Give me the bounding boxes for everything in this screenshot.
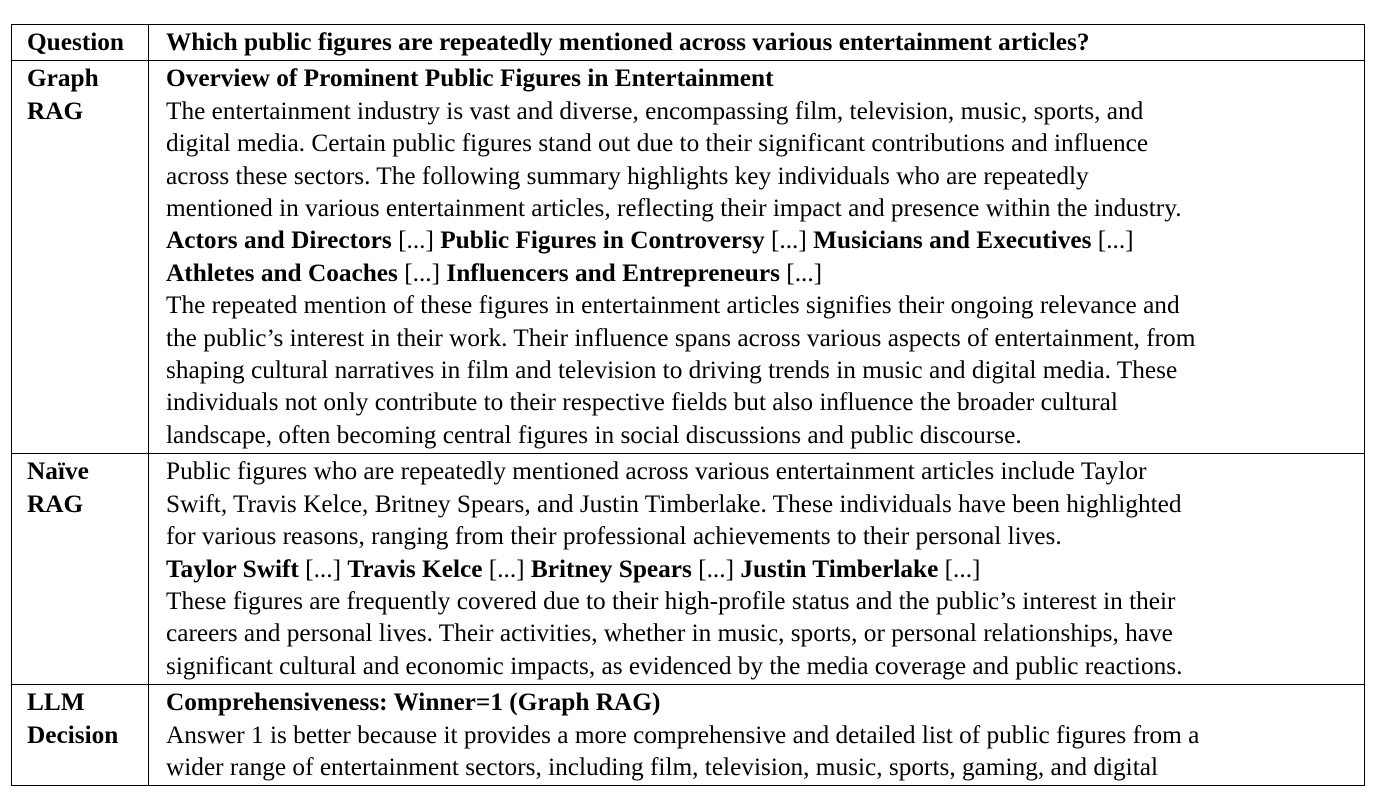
question-row (12, 25, 1365, 61)
category-athletes-coaches: Athletes and Coaches (166, 258, 398, 287)
graph-rag-categories-line2 (166, 257, 1358, 289)
graph-rag-label-line2: RAG (27, 96, 84, 125)
llm-decision-label-line2: Decision (27, 720, 119, 749)
category-public-figures-controversy: Public Figures in Controversy (440, 226, 765, 255)
ellipsis: [...] (1097, 226, 1134, 255)
ellipsis: [...] (786, 258, 823, 287)
category-actors-directors: Actors and Directors (166, 226, 392, 255)
graph-rag-intro-line: mentioned in various entertainment articles, reflecting their impact and presence within the industry. (166, 194, 1182, 223)
naive-rag-conclusion-line: These figures are frequently covered due to their high-profile status and the public’s interest in their (166, 586, 1176, 615)
name-justin-timberlake: Justin Timberlake (740, 554, 939, 583)
naive-rag-row (12, 454, 1365, 685)
llm-decision-heading: Comprehensiveness: Winner=1 (Graph RAG) (166, 688, 661, 717)
name-travis-kelce: Travis Kelce (347, 554, 483, 583)
graph-rag-heading: Overview of Prominent Public Figures in Entertainment (166, 64, 774, 93)
category-musicians-executives: Musicians and Executives (813, 226, 1092, 255)
naive-rag-intro-line: Public figures who are repeatedly mentioned across various entertainment articles include Taylor (166, 457, 1147, 486)
ellipsis: [...] (398, 226, 434, 255)
graph-rag-answer (149, 61, 1365, 454)
llm-decision-label-line1: LLM (27, 688, 85, 717)
graph-rag-label-line1: Graph (27, 64, 99, 93)
naive-rag-names-line (166, 553, 1358, 585)
naive-rag-intro-line: for various reasons, ranging from their professional achievements to their personal lives. (166, 522, 1062, 551)
naive-rag-label-line2: RAG (27, 489, 84, 518)
question-label: Question (12, 25, 149, 61)
naive-rag-answer (149, 454, 1365, 685)
ellipsis: [...] (404, 258, 441, 287)
graph-rag-intro-line: The entertainment industry is vast and diverse, encompassing film, television, music, sports, and (166, 96, 1144, 125)
graph-rag-conclusion-line: individuals not only contribute to their respective fields but also influence the broader cultural (166, 388, 1118, 417)
ellipsis: [...] (770, 226, 807, 255)
graph-rag-intro-line: across these sectors. The following summary highlights key individuals who are repeatedly (166, 161, 1089, 190)
ellipsis: [...] (698, 554, 734, 583)
graph-rag-conclusion-line: landscape, often becoming central figures in social discussions and public discourse. (166, 420, 1022, 449)
graph-rag-conclusion-line: shaping cultural narratives in film and television to driving trends in music and digital media. These (166, 356, 1178, 385)
name-taylor-swift: Taylor Swift (166, 554, 299, 583)
ellipsis: [...] (944, 554, 981, 583)
naive-rag-label-line1: Naïve (27, 457, 89, 486)
graph-rag-intro-line: digital media. Certain public figures stand out due to their significant contributions and influence (166, 129, 1149, 158)
llm-decision-line: Answer 1 is better because it provides a more comprehensive and detailed list of public figures from a (166, 720, 1200, 749)
graph-rag-label (12, 61, 149, 454)
naive-rag-conclusion-line: significant cultural and economic impacts, as evidenced by the media coverage and public reactions. (166, 651, 1183, 680)
question-text: Which public figures are repeatedly mentioned across various entertainment articles? (149, 25, 1365, 61)
category-influencers-entrepreneurs: Influencers and Entrepreneurs (446, 258, 780, 287)
naive-rag-intro-line: Swift, Travis Kelce, Britney Spears, and Justin Timberlake. These individuals have been highlighted (166, 489, 1182, 518)
naive-rag-conclusion-line: careers and personal lives. Their activities, whether in music, sports, or personal relationships, have (166, 619, 1173, 648)
llm-decision-line: wider range of entertainment sectors, including film, television, music, sports, gaming, and digital (166, 752, 1158, 781)
graph-rag-categories-line1 (166, 224, 1358, 256)
llm-decision-answer (149, 685, 1365, 786)
ellipsis: [...] (488, 554, 525, 583)
llm-decision-label (12, 685, 149, 786)
naive-rag-label (12, 454, 149, 685)
name-britney-spears: Britney Spears (530, 554, 692, 583)
ellipsis: [...] (305, 554, 341, 583)
comparison-table (11, 24, 1365, 786)
graph-rag-row (12, 61, 1365, 454)
graph-rag-conclusion-line: the public’s interest in their work. Their influence spans across various aspects of entertainment, from (166, 323, 1196, 352)
graph-rag-conclusion-line: The repeated mention of these figures in entertainment articles signifies their ongoing relevance and (166, 291, 1180, 320)
llm-decision-row (12, 685, 1365, 786)
